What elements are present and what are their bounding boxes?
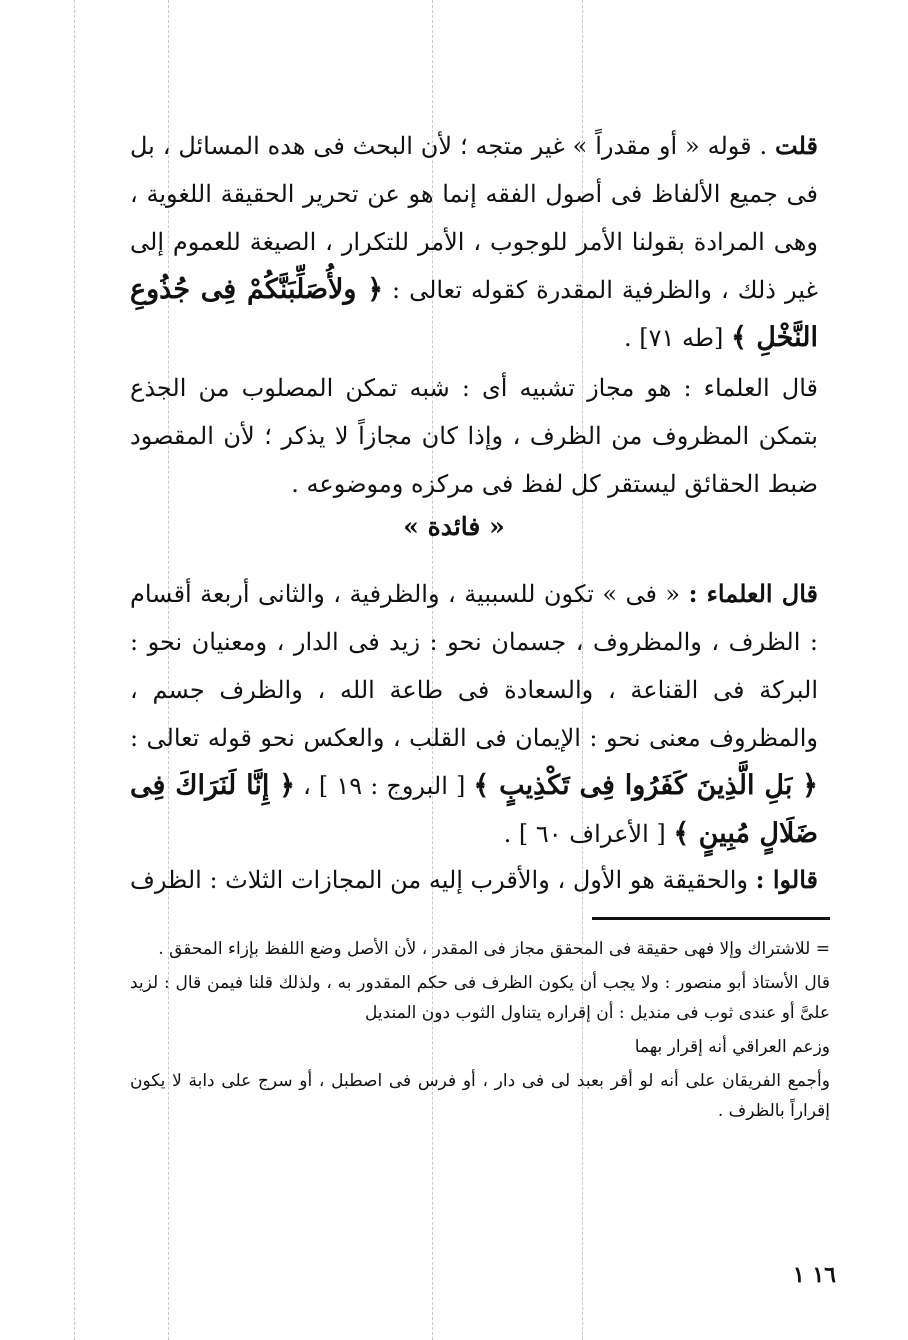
quran-verse: ﴿ ولأُصَلِّبَنَّكُمْ فِى جُذُوعِ النَّخْلِ ﴾ [130, 274, 818, 353]
paragraph-4 [130, 570, 818, 858]
footnote-line: قال الأستاذ أبو منصور : ولا يجب أن يكون الظرف فى حكم المقدور به ، ولذلك قلنا فيمن قال : لزيد علىَّ أو عندى ثوب فى منديل : أن إقراره يتناول الثوب دون المنديل [130, 973, 830, 1023]
footnote-divider [592, 917, 830, 920]
section-heading: « فائدة » [403, 512, 505, 541]
paragraph-1 [130, 122, 818, 362]
verse-reference: [ البروج : ١٩ ] ، [303, 772, 466, 800]
paragraph-1-text: . قوله « أو مقدراً » غير متجه ؛ لأن البحث فى هده المسائل ، بل فى جميع الألفاظ فى أصول الفقه إنما هو عن تحرير الحقيقة اللغوية ، وهى المرادة بقولنا الأمر للوجوب ، الأمر للتكرار ، الصيغة للعموم إلى غير ذلك ، والظرفية المقدرة كقوله تعالى : [130, 132, 818, 304]
verse-reference: [طه ٧١] . [624, 324, 724, 352]
footnote-line: = للاشتراك وإلا فهى حقيقة فى المحقق مجاز فى المقدر ، لأن الأصل وضع اللفظ بإزاء المحقق . [158, 939, 830, 959]
footnotes [130, 934, 830, 1130]
paragraph-5-lead: قالوا : [755, 865, 818, 894]
paragraph-4-text: « فى » تكون للسببية ، والظرفية ، والثانى أربعة أقسام : الظرف ، والمظروف ، جسمان نحو : زيد فى الدار ، ومعنيان نحو : البركة فى القناعة ، والسعادة فى طاعة الله ، والظرف جسم ، والمظروف معنى نحو : الإيمان فى القلب ، والعكس نحو قوله تعالى : [130, 580, 818, 752]
quran-verse: ﴿ إِنَّا لَنَرَاكَ فِى ضَلَالٍ مُبِينٍ ﴾ [130, 770, 818, 849]
paragraph-4-lead: قال العلماء : [688, 579, 818, 608]
verse-reference: [ الأعراف ٦٠ ] . [503, 820, 666, 848]
footnote-line: وزعم العراقي أنه إقرار بهما [634, 1037, 830, 1057]
paragraph-2 [130, 364, 818, 508]
quran-verse: ﴿ بَلِ الَّذِينَ كَفَرُوا فِى تَكْذِيبٍ ﴾ [473, 770, 818, 801]
page-number: ١٦ ١ [792, 1262, 836, 1288]
paragraph-1-lead: قلت [775, 131, 818, 160]
paragraph-5 [130, 856, 818, 904]
footnote-line: وأجمع الفريقان على أنه لو أقر بعبد لى فى دار ، أو فرس فى اصطبل ، أو سرج على دابة لا يكون إقراراً بالظرف . [130, 1071, 830, 1121]
paragraph-5-text: والحقيقة هو الأول ، والأقرب إليه من المجازات الثلاث : الظرف [130, 866, 748, 894]
paragraph-2-text: قال العلماء : هو مجاز تشبيه أى : شبه تمكن المصلوب من الجذع بتمكن المظروف من الظرف ، وإذا كان مجازاً لا يذكر ؛ لأن المقصود ضبط الحقائق ليستقر كل لفظ فى مركزه وموضوعه . [130, 374, 818, 498]
scan-guide-line [74, 0, 75, 1340]
